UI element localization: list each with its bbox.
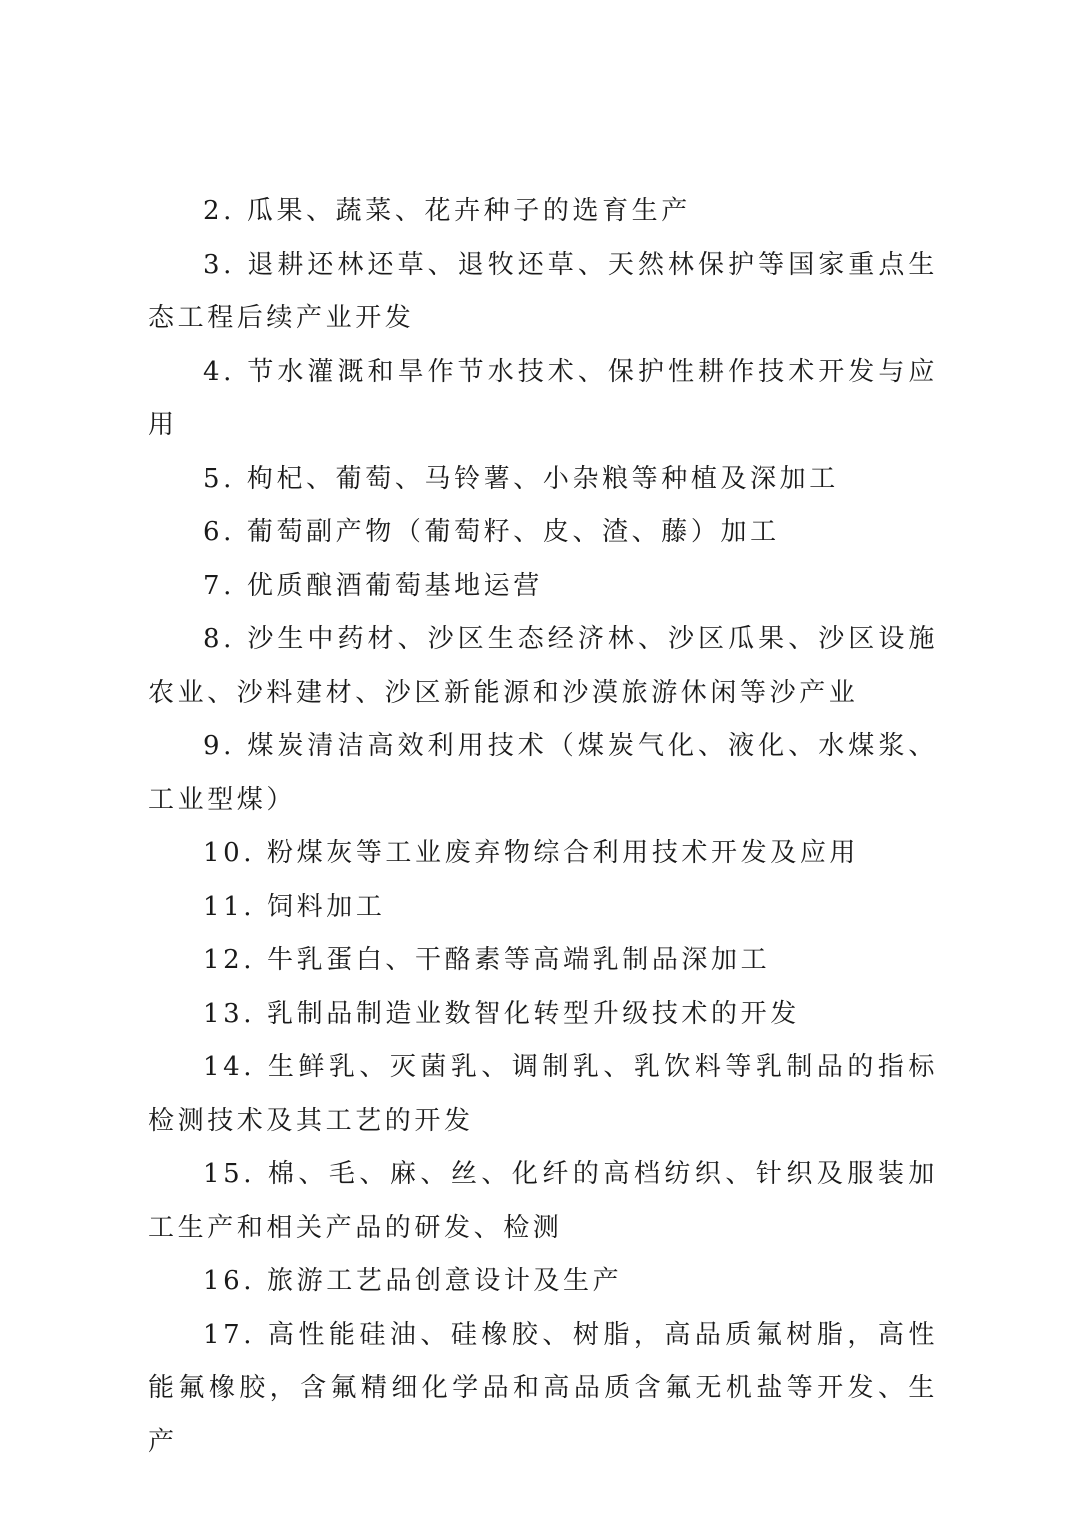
list-item: 3. 退耕还林还草、退牧还草、天然林保护等国家重点生态工程后续产业开发	[148, 249, 938, 333]
list-item: 13. 乳制品制造业数智化转型升级技术的开发	[203, 998, 800, 1029]
list-item: 9. 煤炭清洁高效利用技术（煤炭气化、液化、水煤浆、工业型煤）	[148, 731, 938, 815]
list-item: 6. 葡萄副产物（葡萄籽、皮、渣、藤）加工	[203, 517, 780, 547]
list-item: 14. 生鲜乳、灭菌乳、调制乳、乳饮料等乳制品的指标检测技术及其工艺的开发	[148, 1052, 938, 1136]
list-item: 8. 沙生中药材、沙区生态经济林、沙区瓜果、沙区设施农业、沙料建材、沙区新能源和沙漠旅游休闲等沙产业	[148, 624, 938, 708]
list-item: 10. 粉煤灰等工业废弃物综合利用技术开发及应用	[203, 838, 860, 868]
list-item: 5. 枸杞、葡萄、马铃薯、小杂粮等种植及深加工	[203, 463, 839, 494]
list-item: 12. 牛乳蛋白、干酪素等高端乳制品深加工	[203, 945, 771, 975]
document-body	[148, 185, 938, 1469]
list-item: 17. 高性能硅油、硅橡胶、树脂，高品质氟树脂，高性能氟橡胶，含氟精细化学品和高品质含氟无机盐等开发、生产	[148, 1319, 938, 1457]
list-item: 15. 棉、毛、麻、丝、化纤的高档纺织、针织及服装加工生产和相关产品的研发、检测	[148, 1159, 938, 1243]
list-item: 11. 饲料加工	[203, 891, 386, 922]
list-item: 2. 瓜果、蔬菜、花卉种子的选育生产	[203, 196, 691, 226]
list-item: 7. 优质酿酒葡萄基地运营	[203, 570, 543, 601]
list-item: 16. 旅游工艺品创意设计及生产	[203, 1266, 623, 1296]
list-item: 4. 节水灌溉和旱作节水技术、保护性耕作技术开发与应用	[148, 356, 938, 440]
